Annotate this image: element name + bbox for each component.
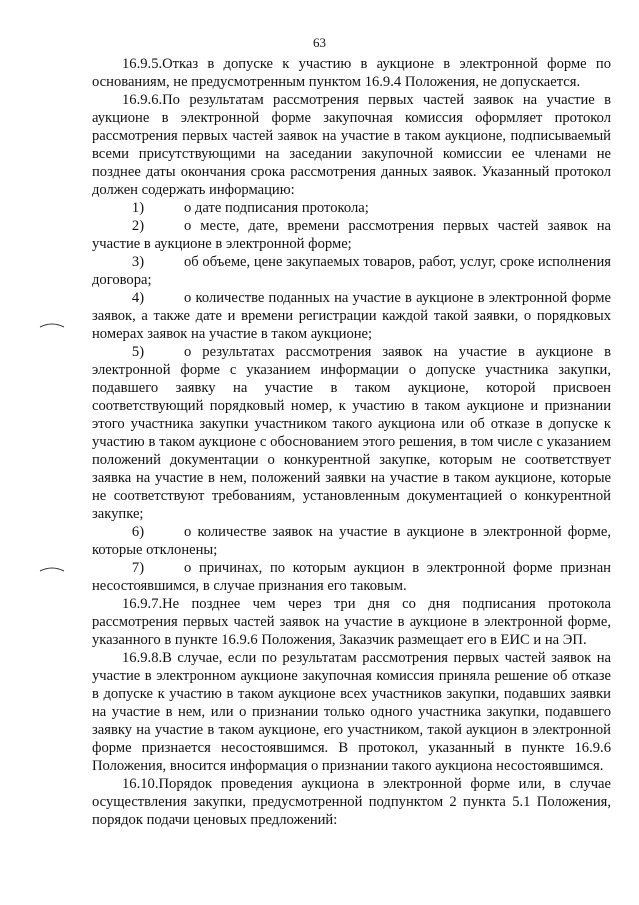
list-item — [92, 217, 611, 253]
paragraph-16-9-8: 16.9.8.В случае, если по результатам рассмотрения первых частей заявок на участие в электронном аукционе закупочная комиссия приняла решение об отказе в допуске к участию в таком аукционе всех участников закупки, подавших заявки на участие в нем, или о признании только одного участника закупки, подавшего заявку на участие в таком аукционе, его участником, такой аукцион в электронной форме признается несостоявшимся. В протокол, указанный в пункте 16.9.6 Положения, вносится информация о признании такого аукциона несостоявшимся. — [92, 650, 611, 774]
list-item-text: о причинах, по которым аукцион в электронной форме признан несостоявшимся, в случае признания его таковым. — [92, 560, 611, 594]
paragraph-16-9-5: 16.9.5.Отказ в допуске к участию в аукционе в электронной форме по основаниям, не предусмотренным пунктом 16.9.4 Положения, не допускается. — [92, 56, 611, 90]
list-item — [92, 289, 611, 343]
list-item-number: 7) — [131, 560, 145, 576]
binding-mark — [39, 322, 65, 328]
list-item-number: 2) — [131, 218, 145, 234]
list-item — [92, 559, 611, 595]
list-item-text: об объеме, цене закупаемых товаров, работ, услуг, сроке исполнения договора; — [92, 254, 611, 288]
list-item — [92, 199, 611, 217]
page-number: 63 — [313, 35, 326, 50]
list-item-number: 1) — [131, 200, 145, 216]
list-item-number: 5) — [131, 344, 145, 360]
list-item-text: о количестве поданных на участие в аукционе в электронной форме заявок, а также дате и времени регистрации каждой такой заявки, о порядковых номерах заявок на участие в таком аукционе; — [92, 290, 611, 342]
list-item-number: 6) — [131, 524, 145, 540]
document-body — [92, 55, 611, 829]
paragraph-16-10: 16.10.Порядок проведения аукциона в электронной форме или, в случае осуществления закупки, предусмотренной подпунктом 2 пункта 5.1 Положения, порядок подачи ценовых предложений: — [92, 776, 611, 828]
list-item-number: 4) — [131, 290, 145, 306]
list-item-text: о результатах рассмотрения заявок на участие в аукционе в электронной форме с указанием информации о допуске участника закупки, подавшего заявку на участие в таком аукционе, которой присвоен соответствующий порядковый номер, к участию в таком аукционе и признании этого участника закупки участником такого аукциона или об отказе в допуске к участию в таком аукционе с обоснованием этого решения, в том числе с указанием положений документации о конкурентной закупке, которым не соответствует заявка на участие в нем, положений заявки на участие в таком аукционе, которые не соответствуют требованиям, установленным документацией о конкурентной закупке; — [92, 344, 611, 522]
list-item-number: 3) — [131, 254, 145, 270]
binding-mark — [39, 566, 65, 572]
list-item — [92, 343, 611, 523]
list-item — [92, 253, 611, 289]
paragraph-16-9-7: 16.9.7.Не позднее чем через три дня со дня подписания протокола рассмотрения первых частей заявок на участие в аукционе в электронной форме, указанного в пункте 16.9.6 Положения, Заказчик размещает его в ЕИС и на ЭП. — [92, 596, 611, 648]
list-item — [92, 523, 611, 559]
list-item-text: о количестве заявок на участие в аукционе в электронной форме, которые отклонены; — [92, 524, 611, 558]
list-item-text: о месте, дате, времени рассмотрения первых частей заявок на участие в аукционе в электронной форме; — [92, 218, 611, 252]
list-item-text: о дате подписания протокола; — [184, 200, 369, 216]
paragraph-16-9-6: 16.9.6.По результатам рассмотрения первых частей заявок на участие в аукционе в электронной форме закупочная комиссия оформляет протокол рассмотрения первых частей заявок на участие в таком аукционе, подписываемый всеми присутствующими на заседании закупочной комиссии ее членами не позднее даты окончания срока рассмотрения данных заявок. Указанный протокол должен содержать информацию: — [92, 92, 611, 198]
